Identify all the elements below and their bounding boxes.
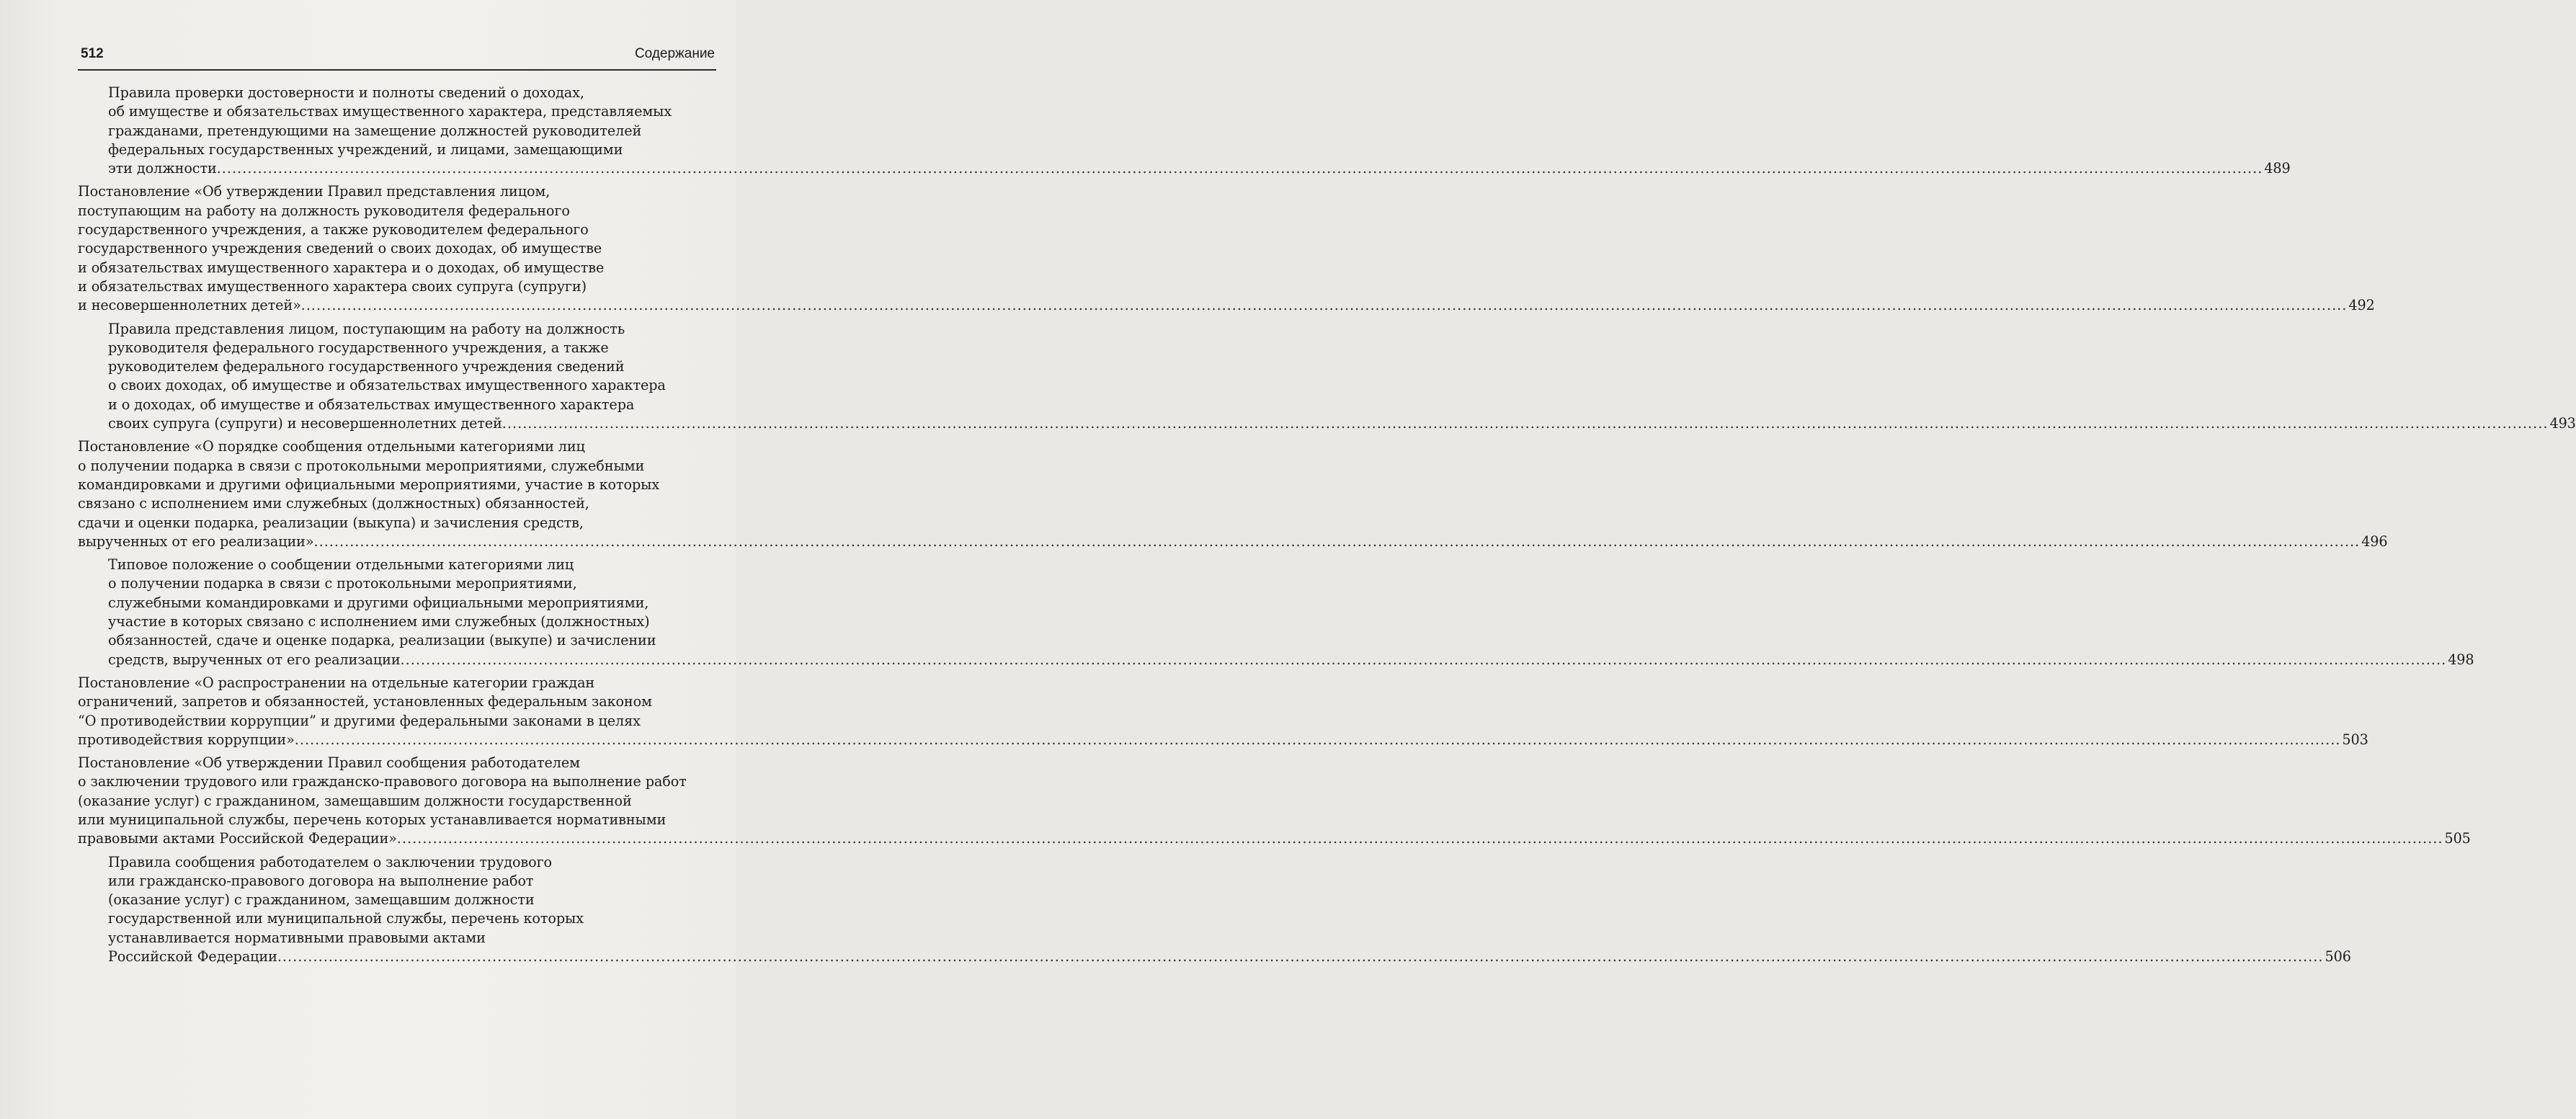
toc-entry-line: устанавливается нормативными правовыми актами [108,929,486,946]
toc-entry[interactable] [78,437,2388,551]
toc-entry[interactable] [78,556,2474,669]
toc-entry-title-end: Российской Федерации [108,948,277,966]
dot-leader: ................................................................................................................................................................................................................................................................................................................................................................................................................ [502,415,2549,432]
toc-entry-line: связано с исполнением ими служебных (должностных) обязанностей, [78,495,589,512]
toc-entry-line: о получении подарка в связи с протокольными мероприятиями, служебными [78,457,645,474]
toc-entry-line: Типовое положение о сообщении отдельными категориями лиц [108,556,574,574]
toc-entry-line: Правила представления лицом, поступающим на работу на должность [108,320,625,337]
toc-entry-line: поступающим на работу на должность руководителя федерального [78,202,570,219]
toc-entry-last-line [108,948,2351,966]
toc-entry-line: участие в которых связано с исполнением ими служебных (должностных) [108,613,650,630]
toc-entry-line: федеральных государственных учреждений, и лицами, замещающими [108,141,623,158]
dot-leader: ................................................................................................................................................................................................................................................................................................................................................................................................................ [294,731,2341,748]
toc-entry-line: и обязательствах имущественного характера своих супруга (супруги) [78,277,587,295]
toc-page-number[interactable]: 506 [2325,948,2351,966]
toc-entry-line: Правила сообщения работодателем о заключении трудового [108,853,552,870]
toc-entry-line: о получении подарка в связи с протокольными мероприятиями, [108,575,577,592]
toc-entry-title-end: средств, вырученных от его реализации [108,651,401,668]
toc-entry-line: руководителя федерального государственного учреждения, а также [108,339,609,356]
toc-entry-line: Правила проверки достоверности и полноты сведений о доходах, [108,84,584,101]
toc-entry-last-line [78,829,2471,848]
toc-entry-line: (оказание услуг) с гражданином, замещавшим должности [108,891,535,909]
page-header [78,43,716,71]
toc-entry-title-end: противодействия коррупции» [78,731,295,748]
dot-leader: ................................................................................................................................................................................................................................................................................................................................................................................................................ [277,948,2324,966]
running-title: Содержание [634,46,715,61]
toc-entry-line: командировками и другими официальными мероприятиями, участие в которых [78,476,660,493]
toc-entry[interactable] [78,320,2576,434]
toc-entry-line: или муниципальной службы, перечень которых устанавливается нормативными [78,811,667,828]
toc-entry-line: (оказание услуг) с гражданином, замещавшим должности государственной [78,792,632,809]
toc-entry[interactable] [78,674,2368,749]
toc-entry-line: служебными командировками и другими официальными мероприятиями, [108,594,649,611]
toc-entry-line: обязанностей, сдаче и оценке подарка, реализации (выкупе) и зачислении [108,632,656,649]
toc-entry[interactable] [78,754,2471,848]
toc-entry-line: Постановление «Об утверждении Правил сообщения работодателем [78,754,580,772]
toc-entry[interactable] [78,84,2291,178]
toc-entry-line: государственного учреждения, а также руководителем федерального [78,221,589,238]
toc-entry-line: ограничений, запретов и обязанностей, установленных федеральным законом [78,693,652,710]
toc-entry-title-end: своих супруга (супруги) и несовершеннолетних детей [108,415,502,432]
dot-leader: ................................................................................................................................................................................................................................................................................................................................................................................................................ [396,830,2443,847]
toc-page-number[interactable]: 505 [2444,830,2471,847]
toc-entry-line: об имуществе и обязательствах имущественного характера, представляемых [108,103,672,120]
dot-leader: ................................................................................................................................................................................................................................................................................................................................................................................................................ [300,297,2348,314]
toc-entry-line: гражданами, претендующими на замещение должностей руководителей [108,122,642,139]
toc-entry-line: о заключении трудового или гражданско-правового договора на выполнение работ [78,773,687,790]
toc-entry-line: и обязательствах имущественного характера и о доходах, об имуществе [78,259,605,276]
toc-entry-line: Постановление «О распространении на отдельные категории граждан [78,674,595,691]
toc-entry-line: и о доходах, об имуществе и обязательствах имущественного характера [108,396,635,413]
toc-entry-last-line [108,651,2474,669]
dot-leader: ................................................................................................................................................................................................................................................................................................................................................................................................................ [313,532,2361,550]
toc-entry-title-end: вырученных от его реализации» [78,532,314,550]
toc-page-number[interactable]: 492 [2348,297,2375,314]
toc-entry-line: сдачи и оценки подарка, реализации (выкупа) и зачисления средств, [78,514,584,531]
toc-entry-last-line [78,731,2368,749]
toc-entry-line: государственной или муниципальной службы, перечень которых [108,910,584,927]
toc-entry[interactable] [78,182,2375,315]
toc-page-number[interactable]: 493 [2549,415,2576,432]
table-of-contents [78,82,2576,971]
toc-entry-line: Постановление «Об утверждении Правил представления лицом, [78,183,551,200]
dot-leader: ................................................................................................................................................................................................................................................................................................................................................................................................................ [400,651,2447,668]
toc-entry-title-end: и несовершеннолетних детей» [78,297,301,314]
toc-entry-line: руководителем федерального государственного учреждения сведений [108,358,625,375]
toc-entry-line: Постановление «О порядке сообщения отдельными категориями лиц [78,438,585,455]
toc-entry[interactable] [78,853,2351,967]
toc-page-number[interactable]: 503 [2342,731,2368,748]
toc-entry-line: “О противодействии коррупции” и другими федеральными законами в целях [78,712,641,729]
toc-entry-last-line [78,296,2375,315]
toc-entry-line: о своих доходах, об имуществе и обязательствах имущественного характера [108,377,666,394]
toc-entry-title-end: эти должности [108,160,217,177]
toc-page-number[interactable]: 496 [2361,532,2388,550]
toc-entry-last-line [108,159,2291,178]
dot-leader: ................................................................................................................................................................................................................................................................................................................................................................................................................ [216,160,2263,177]
toc-entry-line: или гражданско-правового договора на выполнение работ [108,872,534,889]
toc-page-number[interactable]: 489 [2264,160,2291,177]
toc-entry-last-line [108,414,2576,433]
toc-page-number[interactable]: 498 [2448,651,2474,668]
toc-entry-title-end: правовыми актами Российской Федерации» [78,830,397,847]
toc-entry-last-line [78,532,2388,551]
page-number: 512 [81,46,104,61]
toc-entry-line: государственного учреждения сведений о своих доходах, об имуществе [78,240,602,257]
